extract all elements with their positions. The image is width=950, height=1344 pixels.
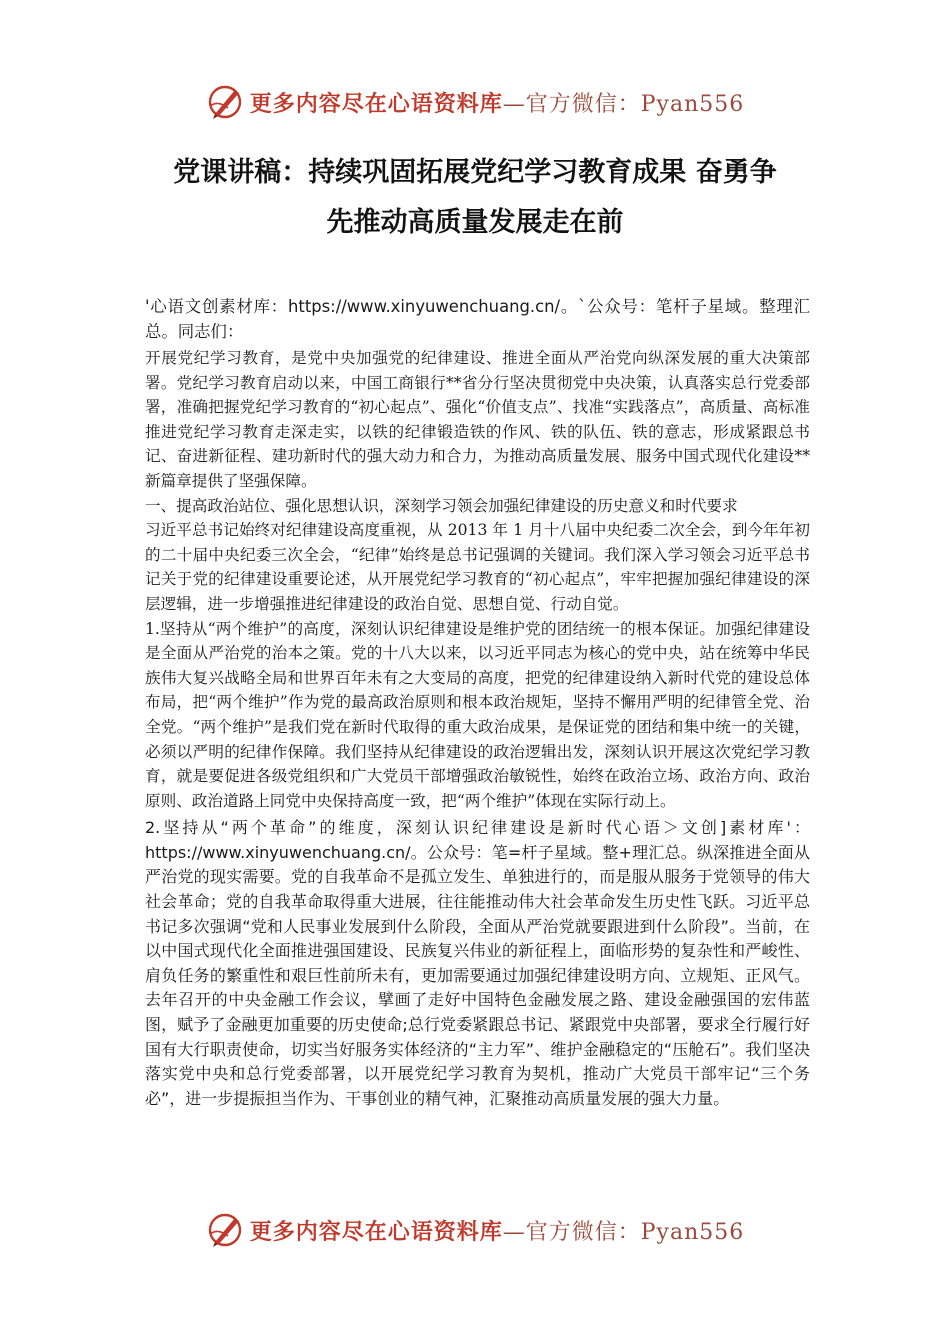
body-paragraph: 1.坚持从“两个维护”的高度，深刻认识纪律建设是维护党的团结统一的根本保证。加强纪律建设是全面从严治党的治本之策。党的十八大以来，以习近平同志为核心的党中央，站在统筹中华民族伟大复兴战略全局和世界百年未有之大变局的高度，把党的纪律建设纳入新时代党的建设总体布局，把“两个维护”作为党的最高政治原则和根本政治规矩，坚持不懈用严明的纪律管全党、治全党。“两个维护”是我们党在新时代取得的重大政治成果，是保证党的团结和集中统一的关键，必须以严明的纪律作保障。我们坚持从纪律建设的政治逻辑出发，深刻认识开展这次党纪学习教育，就是要促进各级党组织和广大党员干部增强政治敏锐性，始终在政治立场、政治方向、政治原则、政治道路上同党中央保持高度一致，把“两个维护”体现在实际行动上。 (145, 619, 810, 810)
pen-logo-icon (206, 1212, 246, 1248)
section-heading: 一、提高政治站位、强化思想认识，深刻学习领会加强纪律建设的历史意义和时代要求 (145, 496, 738, 515)
document-body (145, 294, 810, 1111)
intro-paragraph: '心语文创素材库：https://www.xinyuwenchuang.cn/。`公众号：笔杆子星域。整理汇总。同志们： (145, 297, 810, 341)
page-title (95, 148, 855, 248)
body-paragraph: 习近平总书记始终对纪律建设高度重视，从 2013 年 1 月十八届中央纪委二次全会，到今年年初的二十届中央纪委三次全会，“纪律”始终是总书记强调的关键词。我们深入学习领会习近平总书记关于党的纪律建设重要论述，从开展党纪学习教育的“初心起点”，牢牢把握加强纪律建设的深层逻辑，进一步增强推进纪律建设的政治自觉、思想自觉、行动自觉。 (145, 521, 810, 613)
body-paragraph: 2.坚持从“两个革命”的维度，深刻认识纪律建设是新时代心语＞文创]素材库'：https://www.xinyuwenchuang.cn/。公众号：笔=杆子星域。整+理汇总。纵深推进全面从严治党的现实需要。党的自我革命不是孤立发生、单独进行的，而是服从服务于党领导的伟大社会革命；党的自我革命取得重大进展，往往能推动伟大社会革命发生历史性飞跃。习近平总书记多次强调“党和人民事业发展到什么阶段，全面从严治党就要跟进到什么阶段”。当前，在以中国式现代化全面推进强国建设、民族复兴伟业的新征程上，面临形势的复杂性和严峻性、肩负任务的繁重性和艰巨性前所未有，更加需要通过加强纪律建设明方向、立规矩、正风气。去年召开的中央金融工作会议，擘画了走好中国特色金融发展之路、建设金融强国的宏伟蓝图，赋予了金融更加重要的历史使命;总行党委紧跟总书记、紧跟党中央部署，要求全行履行好国有大行职责使命，切实当好服务实体经济的“主力军”、维护金融稳定的“压舱石”。我们坚决落实党中央和总行党委部署，以开展党纪学习教育为契机，推动广大党员干部牢记“三个务必”，进一步提振担当作为、干事创业的精气神，汇聚推动高质量发展的强大力量。 (145, 818, 810, 1108)
banner-brand: 更多内容尽在心语资料库 (249, 90, 503, 117)
banner-contact: —官方微信：Pyan556 (502, 1219, 745, 1245)
pen-logo-icon (206, 84, 246, 120)
banner-brand: 更多内容尽在心语资料库 (249, 1218, 503, 1245)
banner-text (250, 1215, 745, 1246)
body-paragraph: 开展党纪学习教育，是党中央加强党的纪律建设、推进全面从严治党向纵深发展的重大决策部署。党纪学习教育启动以来，中国工商银行**省分行坚决贯彻党中央决策，认真落实总行党委部署，准确把握党纪学习教育的“初心起点”、强化“价值支点”、找准“实践落点”，高质量、高标准推进党纪学习教育走深走实，以铁的纪律锻造铁的作风、铁的队伍、铁的意志，形成紧跟总书记、奋进新征程、建功新时代的强大动力和合力，为推动高质量发展、服务中国式现代化建设**新篇章提供了坚强保障。 (145, 349, 810, 490)
banner-text (250, 87, 745, 118)
footer-banner (0, 1208, 950, 1252)
header-banner (0, 80, 950, 124)
banner-contact: —官方微信：Pyan556 (502, 91, 745, 117)
title-line-1: 党课讲稿：持续巩固拓展党纪学习教育成果 奋勇争 (173, 157, 777, 188)
title-line-2: 先推动高质量发展走在前 (326, 207, 624, 238)
